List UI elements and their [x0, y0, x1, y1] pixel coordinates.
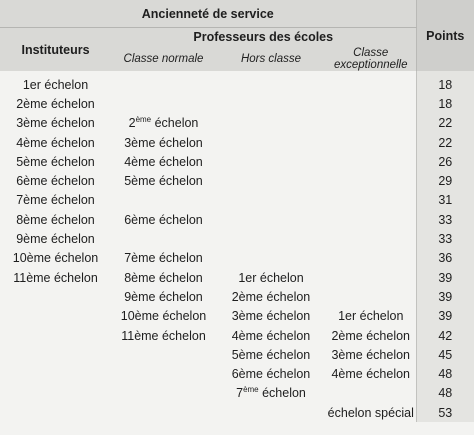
points-cell: 39 — [416, 287, 474, 306]
table-row — [0, 171, 474, 190]
points-cell: 31 — [416, 191, 474, 210]
instituteurs-cell — [0, 403, 111, 422]
hors-classe-header: Hors classe — [216, 46, 326, 71]
hors-classe-cell — [216, 94, 326, 113]
points-cell: 33 — [416, 229, 474, 248]
table-row — [0, 71, 474, 94]
points-cell: 26 — [416, 152, 474, 171]
classe-normale-cell — [111, 345, 216, 364]
classe-normale-cell — [111, 71, 216, 94]
table-row — [0, 152, 474, 171]
points-cell: 48 — [416, 384, 474, 403]
classe-normale-cell: 5ème échelon — [124, 174, 203, 189]
classe-exceptionnelle-cell: 2ème échelon — [331, 328, 411, 343]
table-row — [0, 364, 474, 383]
classe-normale-cell: 11ème échelon — [121, 328, 206, 343]
hors-classe-cell: 2ème échelon — [231, 289, 311, 304]
points-header: Points — [416, 0, 474, 71]
points-cell: 36 — [416, 249, 474, 268]
table-row — [0, 268, 474, 287]
table-row — [0, 307, 474, 326]
classe-normale-cell: 9ème échelon — [124, 289, 203, 304]
hors-classe-cell — [216, 171, 326, 190]
table-row — [0, 249, 474, 268]
classe-normale-cell: 8ème échelon — [124, 270, 203, 285]
instituteurs-cell — [0, 364, 111, 383]
classe-normale-cell — [111, 364, 216, 383]
points-cell: 39 — [416, 268, 474, 287]
instituteurs-cell — [0, 345, 111, 364]
instituteurs-cell: 10ème échelon — [12, 251, 99, 266]
classe-normale-cell — [111, 229, 216, 248]
hors-classe-cell — [216, 403, 326, 422]
hors-classe-cell — [216, 133, 326, 152]
points-cell: 18 — [416, 94, 474, 113]
anciennete-header: Ancienneté de service — [0, 0, 416, 28]
instituteurs-cell: 2ème échelon — [16, 96, 95, 111]
hors-classe-cell — [216, 71, 326, 94]
classe-exceptionnelle-cell — [326, 71, 416, 94]
instituteurs-cell: 8ème échelon — [16, 212, 95, 227]
classe-exceptionnelle-cell — [326, 210, 416, 229]
hors-classe-cell — [216, 191, 326, 210]
points-cell: 22 — [416, 114, 474, 133]
instituteurs-cell: 1er échelon — [22, 77, 89, 92]
classe-normale-cell: 10ème échelon — [120, 309, 207, 324]
table-row — [0, 94, 474, 113]
instituteurs-cell: 6ème échelon — [16, 174, 95, 189]
table-row — [0, 210, 474, 229]
instituteurs-cell: 7ème échelon — [16, 193, 95, 208]
points-cell: 45 — [416, 345, 474, 364]
classe-exceptionnelle-cell — [326, 384, 416, 403]
classe-normale-header: Classe normale — [111, 46, 216, 71]
instituteurs-header: Instituteurs — [0, 28, 111, 72]
classe-exceptionnelle-cell — [326, 287, 416, 306]
classe-exceptionnelle-cell — [326, 229, 416, 248]
classe-exceptionnelle-cell — [326, 268, 416, 287]
table-row — [0, 229, 474, 248]
instituteurs-cell — [0, 287, 111, 306]
classe-normale-cell — [111, 94, 216, 113]
classe-normale-cell — [111, 384, 216, 403]
instituteurs-cell: 11ème échelon — [13, 270, 98, 285]
table-row — [0, 326, 474, 345]
points-cell: 42 — [416, 326, 474, 345]
classe-exceptionnelle-cell: 4ème échelon — [331, 367, 411, 382]
hors-classe-cell — [216, 210, 326, 229]
instituteurs-cell — [0, 384, 111, 403]
classe-exceptionnelle-cell: 3ème échelon — [331, 347, 411, 362]
points-cell: 29 — [416, 171, 474, 190]
classe-exceptionnelle-cell: échelon spécial — [327, 405, 414, 420]
hors-classe-cell — [216, 152, 326, 171]
hors-classe-cell: 3ème échelon — [231, 309, 311, 324]
hors-classe-cell: 7ème échelon — [236, 385, 306, 401]
table-row — [0, 345, 474, 364]
professeurs-header: Professeurs des écoles — [111, 28, 416, 47]
hors-classe-cell: 6ème échelon — [231, 367, 311, 382]
table-body — [0, 71, 474, 422]
hors-classe-cell — [216, 114, 326, 133]
classe-normale-cell: 2ème échelon — [128, 115, 199, 131]
classe-exceptionnelle-header: Classe exceptionnelle — [326, 46, 416, 71]
hors-classe-cell — [216, 249, 326, 268]
classe-exceptionnelle-cell — [326, 114, 416, 133]
points-cell: 18 — [416, 71, 474, 94]
classe-exceptionnelle-cell: 1er échelon — [338, 309, 404, 324]
classe-normale-cell — [111, 191, 216, 210]
classe-normale-cell: 6ème échelon — [124, 212, 203, 227]
classe-normale-cell — [111, 403, 216, 422]
table-row — [0, 287, 474, 306]
hors-classe-cell: 4ème échelon — [231, 328, 311, 343]
table-row — [0, 133, 474, 152]
points-cell: 48 — [416, 364, 474, 383]
points-cell: 33 — [416, 210, 474, 229]
instituteurs-cell: 3ème échelon — [16, 116, 95, 131]
points-cell: 39 — [416, 307, 474, 326]
hors-classe-cell — [216, 229, 326, 248]
classe-exceptionnelle-cell — [326, 191, 416, 210]
table-row — [0, 403, 474, 422]
classe-exceptionnelle-cell — [326, 94, 416, 113]
classe-normale-cell: 4ème échelon — [124, 154, 203, 169]
table-row — [0, 191, 474, 210]
instituteurs-cell: 4ème échelon — [16, 135, 95, 150]
instituteurs-cell: 5ème échelon — [16, 154, 95, 169]
points-cell: 22 — [416, 133, 474, 152]
table-header — [0, 0, 474, 71]
table-row — [0, 114, 474, 133]
classe-exceptionnelle-cell — [326, 171, 416, 190]
classe-exceptionnelle-cell — [326, 152, 416, 171]
hors-classe-cell: 5ème échelon — [231, 347, 311, 362]
classe-normale-cell: 3ème échelon — [124, 135, 203, 150]
classe-exceptionnelle-cell — [326, 133, 416, 152]
classe-exceptionnelle-cell — [326, 249, 416, 268]
instituteurs-cell: 9ème échelon — [16, 232, 95, 247]
instituteurs-cell — [0, 307, 111, 326]
instituteurs-cell — [0, 326, 111, 345]
table-row — [0, 384, 474, 403]
hors-classe-cell: 1er échelon — [238, 270, 304, 285]
points-cell: 53 — [416, 403, 474, 422]
classe-normale-cell: 7ème échelon — [124, 251, 203, 266]
